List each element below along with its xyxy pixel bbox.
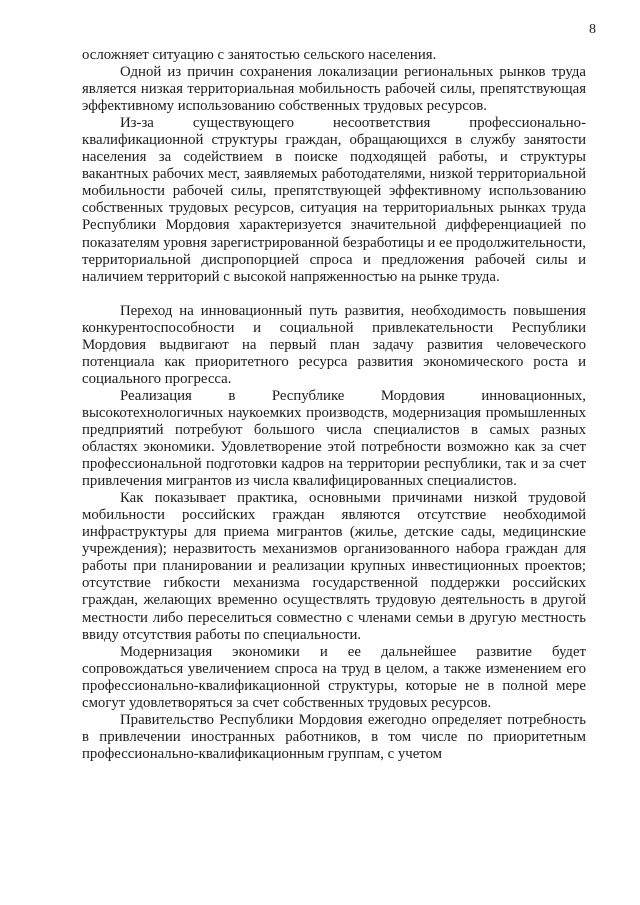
paragraph-innovation-path: Переход на инновационный путь развития, необходимость повышения конкурентоспособности и социальной привлекательности Республики Мордовия выдвигают на первый план задачу развития человеческого потенциала как приоритетного ресурса развития экономического роста и социального прогресса. (82, 302, 586, 387)
paragraph-modernization: Модернизация экономики и ее дальнейшее развитие будет сопровождаться увеличением спроса на труд в целом, а также изменением его профессионально-квалификационной структуры, которые не в полной мере смогут удовлетворяться за счет собственных трудовых ресурсов. (82, 643, 586, 711)
document-body (82, 47, 586, 763)
page-number: 8 (589, 22, 596, 37)
paragraph-regional-labor-markets: Из-за существующего несоответствия профессионально-квалификационной структуры граждан, обращающихся в службу занятости населения за содействием в поиске подходящей работы, и структуры вакантных рабочих мест, заявляемых работодателями, низкой территориальной мобильности рабочей силы, препятствующей эффективному использованию собственных трудовых ресурсов, ситуация на территориальных рынках труда Республики Мордовия характеризуется значительной дифференциацией по показателям уровня зарегистрированной безработицы и ее продолжительности, территориальной диспропорцией спроса и предложения рабочей силы и наличием территорий с высокой напряженностью на рынке труда. (82, 115, 586, 285)
paragraph-labor-mobility: Одной из причин сохранения локализации региональных рынков труда является низкая территориальная мобильность рабочей силы, препятствующая эффективному использованию собственных трудовых ресурсов. (82, 64, 586, 115)
paragraph-continuation: осложняет ситуацию с занятостью сельского населения. (82, 47, 437, 63)
paragraph-mobility-reasons: Как показывает практика, основными причинами низкой трудовой мобильности российских граждан являются отсутствие необходимой инфраструктуры для приема мигрантов (жилье, детские сады, медицинские учреждения); неразвитость механизмов организованного набора граждан для работы при планировании и реализации крупных инвестиционных проектов; отсутствие гибкости механизма государственной поддержки российских граждан, желающих временно осуществлять трудовую деятельность в другой местности либо переселиться совместно с членами семьи в другую местность ввиду отсутствия работы по специальности. (82, 490, 586, 643)
paragraph-specialists-demand: Реализация в Республике Мордовия инновационных, высокотехнологичных наукоемких производств, модернизация промышленных предприятий потребуют большого числа специалистов в самых разных областях экономики. Удовлетворение этой потребности возможно как за счет профессиональной подготовки кадров на территории республики, так и за счет привлечения мигрантов из числа квалифицированных специалистов. (82, 387, 586, 490)
paragraph-government-needs: Правительство Республики Мордовия ежегодно определяет потребность в привлечении иностранных работников, в том числе по приоритетным профессионально-квалификационным группам, с учетом (82, 711, 586, 762)
